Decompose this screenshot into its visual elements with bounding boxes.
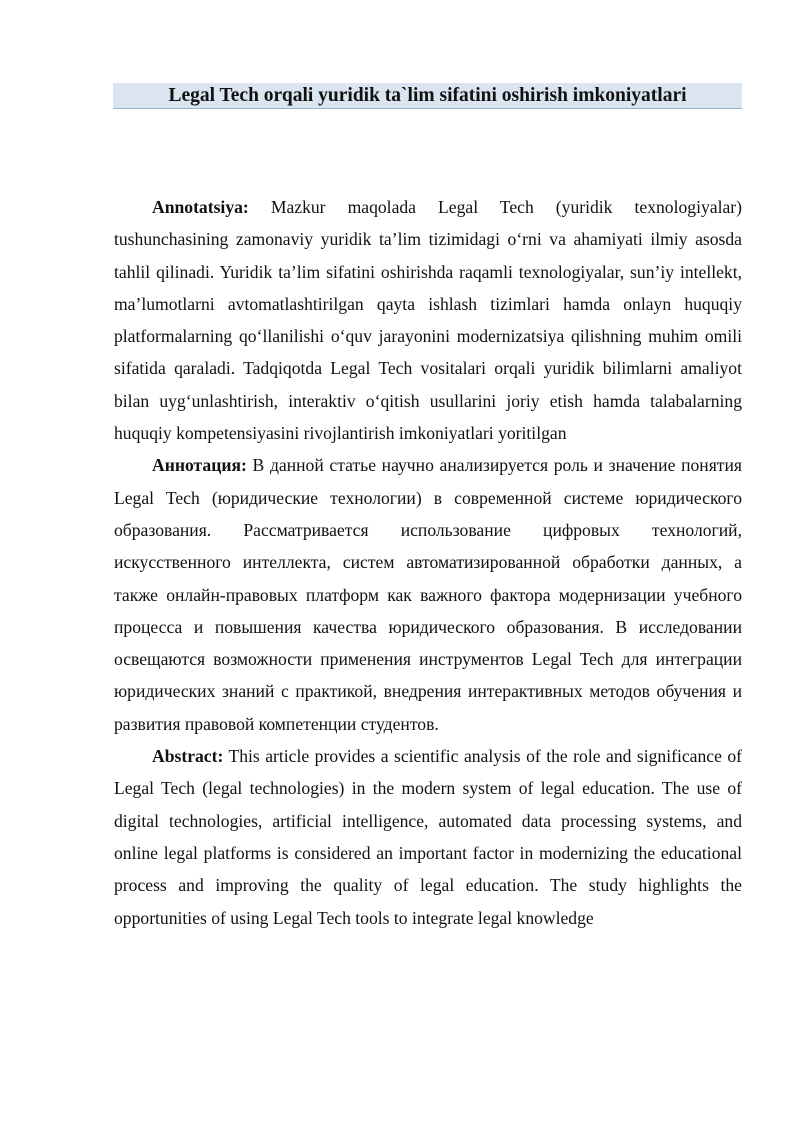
abstract-english <box>114 740 742 934</box>
abstract-russian <box>114 449 742 740</box>
abstract-russian-text: В данной статье научно анализируется роль и значение понятия Legal Tech (юридические технологии) в современной системе юридического образования. Рассматривается использование цифровых технологий, искусственного интеллекта, систем автоматизированной обработки данных, а также онлайн-правовых платформ как важного фактора модернизации учебного процесса и повышения качества юридического образования. В исследовании освещаются возможности применения инструментов Legal Tech для интеграции юридических знаний с практикой, внедрения интерактивных методов обучения и развития правовой компетенции студентов. <box>114 455 742 734</box>
abstract-russian-label: Аннотация: <box>152 455 247 476</box>
document-body <box>114 191 742 934</box>
page-title: Legal Tech orqali yuridik ta`lim sifatini oshirish imkoniyatlari <box>168 84 687 106</box>
abstract-uzbek-label: Annotatsiya: <box>152 197 249 217</box>
abstract-english-label: Abstract: <box>152 746 224 767</box>
abstract-english-text: This article provides a scientific analysis of the role and significance of Legal Tech (legal technologies) in the modern system of legal education. The use of digital technologies, artificial intelligence, automated data processing systems, and online legal platforms is considered an important factor in modernizing the educational process and improving the quality of legal education. The study highlights the opportunities of using Legal Tech tools to integrate legal knowledge <box>114 746 742 928</box>
title-banner <box>113 83 742 109</box>
abstract-uzbek <box>114 191 742 449</box>
abstract-uzbek-text: Mazkur maqolada Legal Tech (yuridik texnologiyalar) tushunchasining zamonaviy yuridik ta’lim tizimidagi o‘rni va ahamiyati ilmiy asosda tahlil qilinadi. Yuridik ta’lim sifatini oshirishda raqamli texnologiyalar, sun’iy intellekt, ma’lumotlarni avtomatlashtirilgan qayta ishlash tizimlari hamda onlayn huquqiy platformalarning qo‘llanilishi o‘quv jarayonini modernizatsiya qilishning muhim omili sifatida qaraladi. Tadqiqotda Legal Tech vositalari orqali yuridik bilimlarni amaliyot bilan uyg‘unlashtirish, interaktiv o‘qitish usullarini joriy etish hamda talabalarning huquqiy kompetensiyasini rivojlantirish imkoniyatlari yoritilgan <box>114 197 742 444</box>
